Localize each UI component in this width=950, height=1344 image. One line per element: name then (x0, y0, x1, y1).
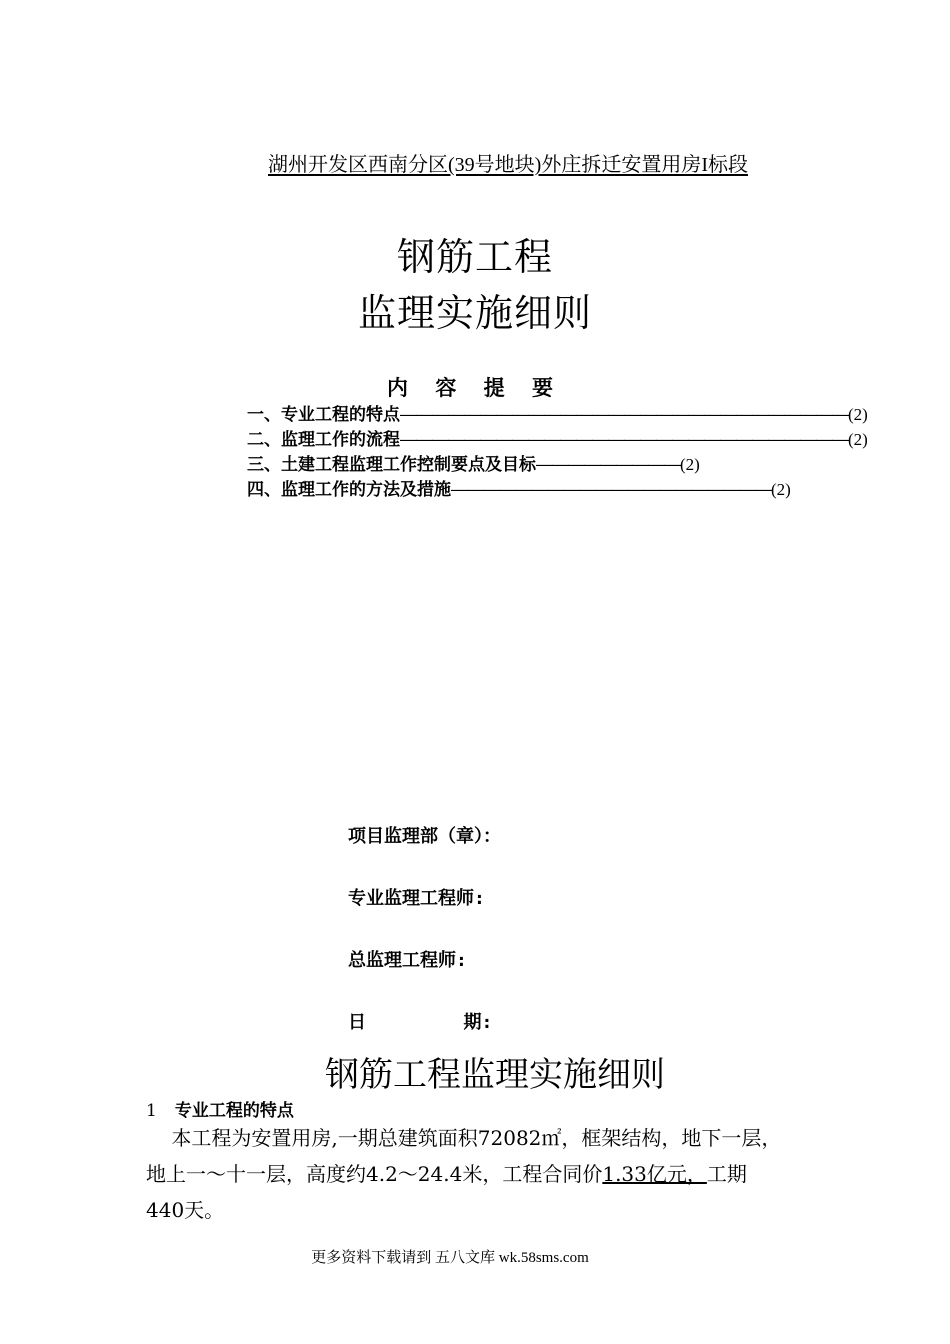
document-title-line1: 钢筋工程 (396, 235, 553, 279)
toc-item-label: 四、监理工作的方法及措施 (247, 480, 451, 500)
toc-item-page: (2) (771, 480, 791, 499)
signature-department: 项目监理部（章）： (348, 826, 501, 847)
toc-item (247, 475, 791, 500)
paragraph-text: 地上一～十一层，高度约4.2～24.4米，工程合同价 (146, 1162, 603, 1186)
project-name: 湖州开发区西南分区(39号地块)外庄拆迁安置用房I标段 (268, 154, 748, 176)
toc-item-leader: ―――――――――――――――――――――――――――― (400, 405, 848, 425)
toc-item-page: (2) (680, 455, 700, 474)
signature-specialist-engineer: 专业监理工程师: (348, 888, 485, 909)
toc-item-leader: ―――――――――――――――――――― (451, 480, 771, 500)
toc-item-page: (2) (848, 430, 868, 449)
footer-note: 更多资料下载请到 五八文库 wk.58sms.com (311, 1250, 589, 1266)
toc-item-leader: ――――――――― (536, 455, 680, 475)
paragraph-line (146, 1158, 747, 1187)
document-title-line2: 监理实施细则 (357, 291, 592, 335)
toc-item-label: 一、专业工程的特点 (247, 405, 400, 425)
paragraph-line: 440天。 (146, 1198, 225, 1222)
toc-item (247, 400, 868, 425)
toc-item-label: 二、监理工作的流程 (247, 430, 400, 450)
toc-item-label: 三、土建工程监理工作控制要点及目标 (247, 455, 536, 475)
section-heading (146, 1096, 294, 1121)
toc-item-leader: ―――――――――――――――――――――――――――― (400, 430, 848, 450)
toc-item-page: (2) (848, 405, 868, 424)
body-title: 钢筋工程监理实施细则 (325, 1055, 665, 1095)
paragraph-line: 本工程为安置用房,一期总建筑面积72082㎡，框架结构，地下一层， (146, 1126, 782, 1150)
signature-date: 日 期: (348, 1012, 493, 1033)
paragraph-text: 工期 (706, 1162, 747, 1186)
toc-item (247, 450, 700, 475)
toc-item (247, 425, 868, 450)
signature-chief-engineer: 总监理工程师: (348, 950, 467, 971)
section-number: 1 (146, 1101, 157, 1121)
contract-price: 1.33亿元， (602, 1162, 707, 1186)
section-heading-text: 专业工程的特点 (174, 1101, 294, 1121)
toc-title: 内 容 提 要 (387, 375, 563, 400)
